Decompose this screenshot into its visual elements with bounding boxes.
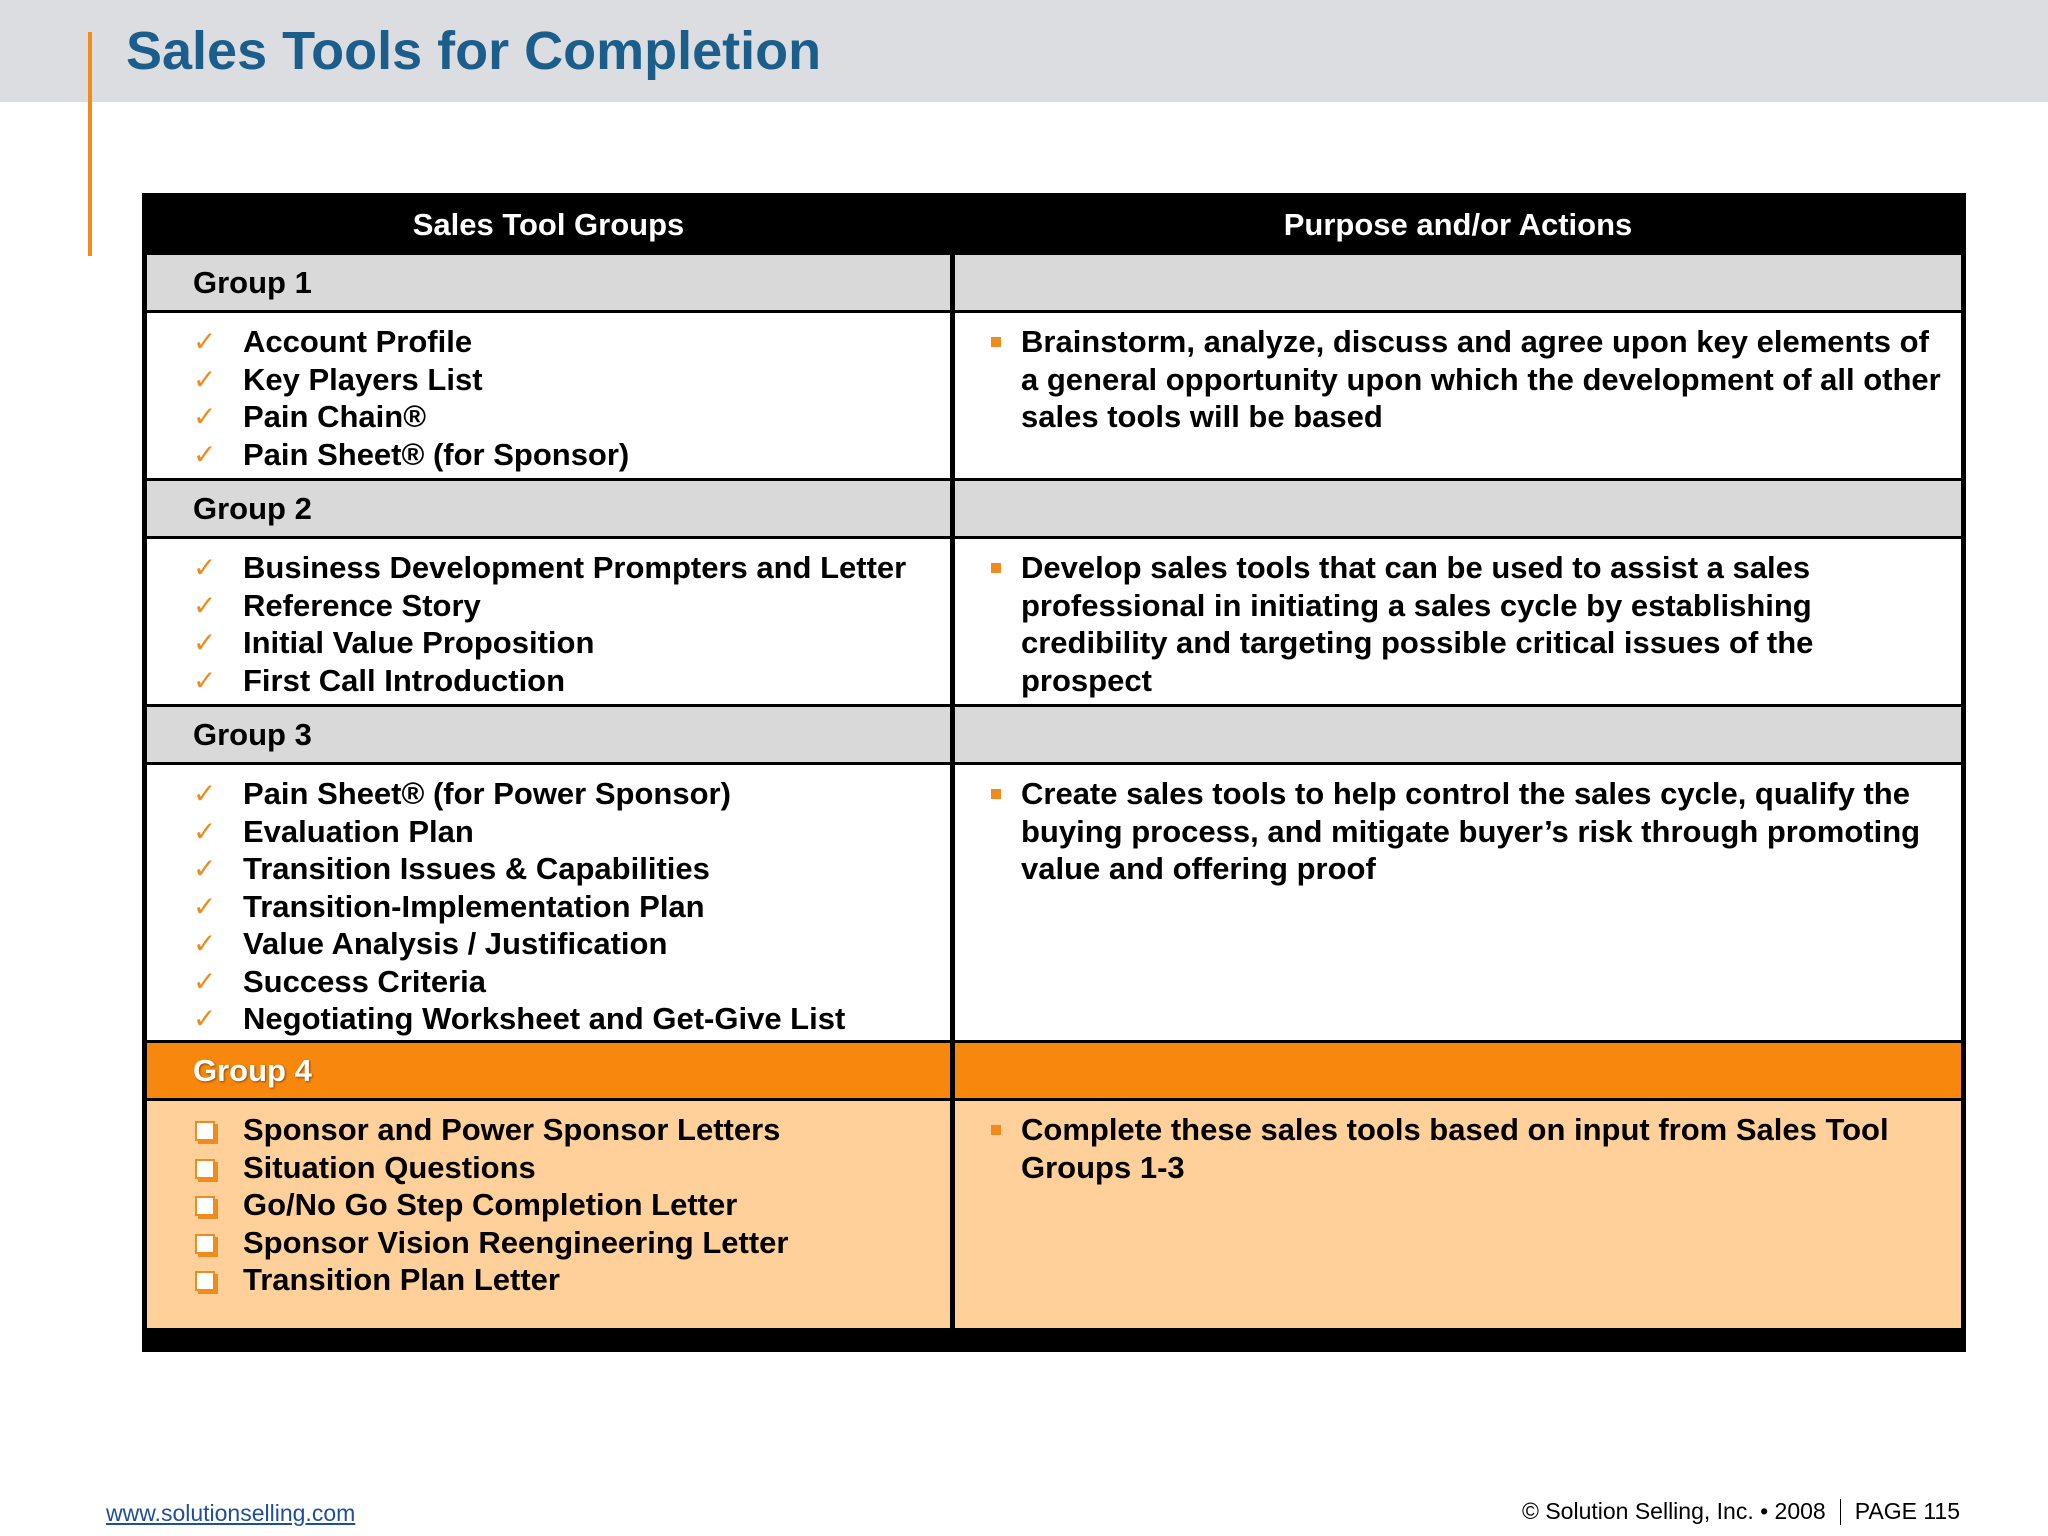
list-item: ✓ Transition-Implementation Plan [193,888,705,924]
footer-info [1522,1498,1960,1525]
check-icon: ✓ [193,815,217,847]
group-4-tools [147,1101,950,1328]
list-item: ✓ Success Criteria [193,963,486,999]
footer-divider [1840,1499,1841,1525]
square-bullet-icon [991,337,1001,347]
page-title: Sales Tools for Completion [126,21,822,81]
group-4-header: Group 4 [147,1043,950,1098]
square-bullet-icon [991,563,1001,573]
checkbox-icon [193,1224,243,1262]
group-3-header: Group 3 [147,707,950,762]
list-item: Sponsor Vision Reengineering Letter [147,1224,950,1262]
list-item: ✓ Pain Sheet® (for Sponsor) [193,436,630,472]
check-icon: ✓ [193,438,217,470]
list-item: ✓ Initial Value Proposition [193,625,595,660]
list-item: ✓ Evaluation Plan [193,813,474,849]
list-item: ✓ Transition Issues & Capabilities [193,851,710,886]
square-bullet-icon [991,789,1001,799]
column-header-tool-groups: Sales Tool Groups [147,198,950,252]
checkbox-icon [193,1149,243,1187]
group-4-header-blank [955,1043,1961,1098]
check-icon: ✓ [193,778,217,809]
checkbox-icon [193,1186,243,1224]
group-2-tools [147,539,950,704]
group-3-tools [147,765,950,1040]
list-item: ✓ Negotiating Worksheet and Get-Give List [193,1001,846,1036]
list-item: Sponsor and Power Sponsor Letters [147,1111,950,1149]
square-bullet-icon [991,1125,1001,1135]
check-icon: ✓ [193,664,217,696]
list-item: ✓ Pain Sheet® (for Power Sponsor) [193,776,731,811]
group-1-header-blank [955,255,1961,310]
checkbox-icon [193,1261,243,1299]
list-item: ✓ Reference Story [193,587,481,623]
check-icon: ✓ [193,627,217,658]
group-1-tools [147,313,950,478]
sales-tools-table [142,193,1966,1352]
group-2-header: Group 2 [147,481,950,536]
list-item: ✓ First Call Introduction [193,662,566,698]
group-2-header-blank [955,481,1961,536]
list-item: Go/No Go Step Completion Letter [147,1186,950,1224]
list-item: Transition Plan Letter [147,1261,950,1299]
group-4-purpose: Complete these sales tools based on input from Sales Tool Groups 1-3 [955,1101,1961,1328]
list-item: ✓ Pain Chain® [193,399,427,434]
page-number: PAGE 115 [1854,1498,1960,1524]
checkbox-icon [193,1111,243,1149]
list-item: ✓ Business Development Prompters and Letter [193,550,907,585]
check-icon: ✓ [193,363,217,395]
check-icon: ✓ [193,965,217,997]
check-icon: ✓ [193,589,217,621]
group-3-purpose: Create sales tools to help control the sales cycle, qualify the buying process, and mitigate buyer’s risk through promoting value and offering proof [955,765,1961,1040]
group-1-header: Group 1 [147,255,950,310]
accent-line [88,32,92,256]
list-item: ✓ Value Analysis / Justification [193,926,668,961]
copyright-text: © Solution Selling, Inc. • 2008 [1521,1498,1826,1524]
check-icon: ✓ [193,552,217,583]
column-header-purpose: Purpose and/or Actions [955,198,1961,252]
check-icon: ✓ [193,326,217,357]
list-item: ✓ Key Players List [193,361,483,397]
check-icon: ✓ [193,890,217,922]
group-3-header-blank [955,707,1961,762]
group-1-purpose: Brainstorm, analyze, discuss and agree upon key elements of a general opportunity upon which the development of all other sales tools will be based [955,313,1961,478]
check-icon: ✓ [193,928,217,959]
list-item: Situation Questions [147,1149,950,1187]
check-icon: ✓ [193,401,217,432]
group-2-purpose: Develop sales tools that can be used to assist a sales professional in initiating a sales cycle by establishing credibility and targeting possible critical issues of the prospect [955,539,1961,704]
website-link[interactable]: www.solutionselling.com [106,1500,356,1526]
list-item: ✓ Account Profile [193,324,473,359]
check-icon: ✓ [193,853,217,884]
check-icon: ✓ [193,1003,217,1034]
